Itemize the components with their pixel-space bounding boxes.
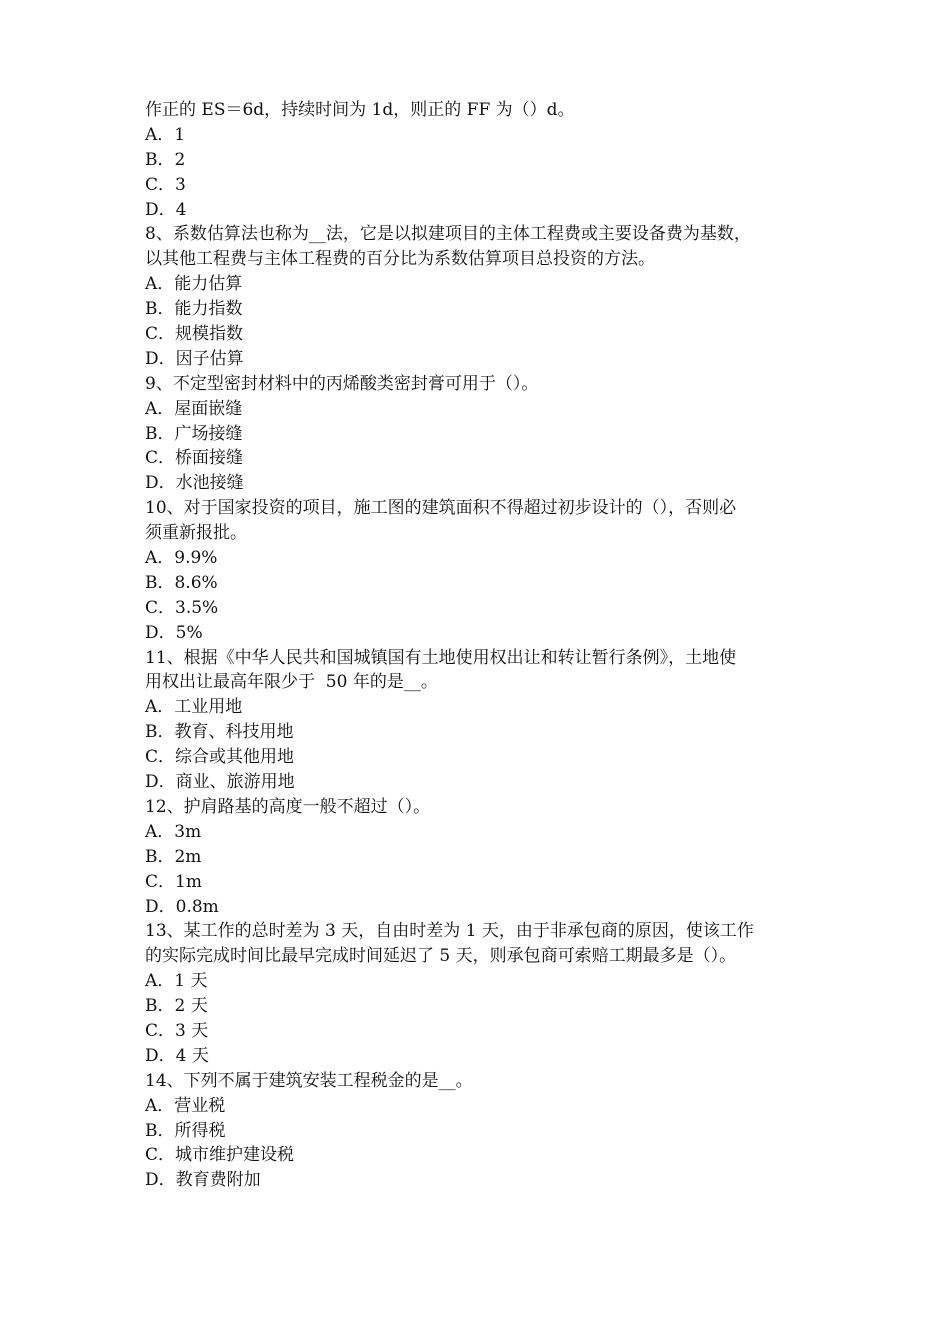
option-b: B．2: [145, 149, 186, 170]
option-b: B．广场接缝: [145, 423, 243, 444]
option-d: D．5%: [145, 622, 203, 643]
question-lead-in: [145, 98, 815, 222]
option-c: C．规模指数: [145, 324, 244, 345]
option-b: B．8.6%: [145, 572, 218, 593]
option-b: B．能力指数: [145, 299, 243, 320]
option-a: A．1 天: [145, 971, 208, 992]
option-c: C．综合或其他用地: [145, 747, 295, 768]
question-text: 须重新报批。: [145, 523, 247, 544]
question-text: 8、系数估算法也称为__法，它是以拟建项目的主体工程费或主要设备费为基数，: [145, 224, 751, 245]
question-text: 9、不定型密封材料中的丙烯酸类密封膏可用于（）。: [145, 373, 539, 394]
option-d: D．商业、旅游用地: [145, 772, 295, 793]
option-c: C．1m: [145, 871, 202, 892]
option-a: A．1: [145, 124, 186, 145]
question-11: [145, 646, 815, 795]
question-text: 12、护肩路基的高度一般不超过（）。: [145, 796, 431, 817]
question-text: 以其他工程费与主体工程费的百分比为系数估算项目总投资的方法。: [145, 249, 655, 270]
question-text: 14、下列不属于建筑安装工程税金的是__。: [145, 1070, 473, 1091]
option-d: D．0.8m: [145, 896, 219, 917]
question-text: 11、根据《中华人民共和国城镇国有土地使用权出让和转让暂行条例》，土地使: [145, 647, 737, 668]
option-d: D．因子估算: [145, 348, 244, 369]
option-c: C．3: [145, 174, 186, 195]
option-d: D．4: [145, 199, 187, 220]
document-page: [145, 98, 815, 1193]
option-a: A．能力估算: [145, 274, 243, 295]
question-10: [145, 496, 815, 645]
question-text: 作正的 ES＝6d，持续时间为 1d，则正的 FF 为（）d。: [145, 100, 575, 120]
option-c: C．3 天: [145, 1020, 209, 1041]
question-14: [145, 1069, 815, 1193]
question-text: 10、对于国家投资的项目，施工图的建筑面积不得超过初步设计的（），否则必: [145, 498, 737, 519]
question-13: [145, 919, 815, 1068]
option-a: A．屋面嵌缝: [145, 398, 243, 419]
question-12: [145, 795, 815, 919]
option-c: C．城市维护建设税: [145, 1145, 295, 1166]
option-a: A．工业用地: [145, 697, 243, 718]
option-b: B．2m: [145, 846, 202, 867]
option-a: A．9.9%: [145, 548, 218, 569]
option-d: D．教育费附加: [145, 1170, 261, 1191]
option-a: A．营业税: [145, 1095, 226, 1116]
question-9: [145, 372, 815, 496]
option-b: B．2 天: [145, 996, 208, 1017]
option-c: C．3.5%: [145, 597, 219, 618]
option-a: A．3m: [145, 821, 202, 842]
question-text: 的实际完成时间比最早完成时间延迟了 5 天，则承包商可索赔工期最多是（）。: [145, 946, 737, 967]
question-text: 13、某工作的总时差为 3 天，自由时差为 1 天，由于非承包商的原因，使该工作: [145, 921, 754, 942]
option-c: C．桥面接缝: [145, 448, 244, 469]
option-b: B．所得税: [145, 1120, 226, 1141]
question-text: 用权出让最高年限少于 50 年的是__。: [145, 672, 438, 693]
option-d: D．4 天: [145, 1045, 209, 1066]
option-b: B．教育、科技用地: [145, 722, 294, 743]
question-8: [145, 222, 815, 371]
option-d: D．水池接缝: [145, 473, 244, 494]
